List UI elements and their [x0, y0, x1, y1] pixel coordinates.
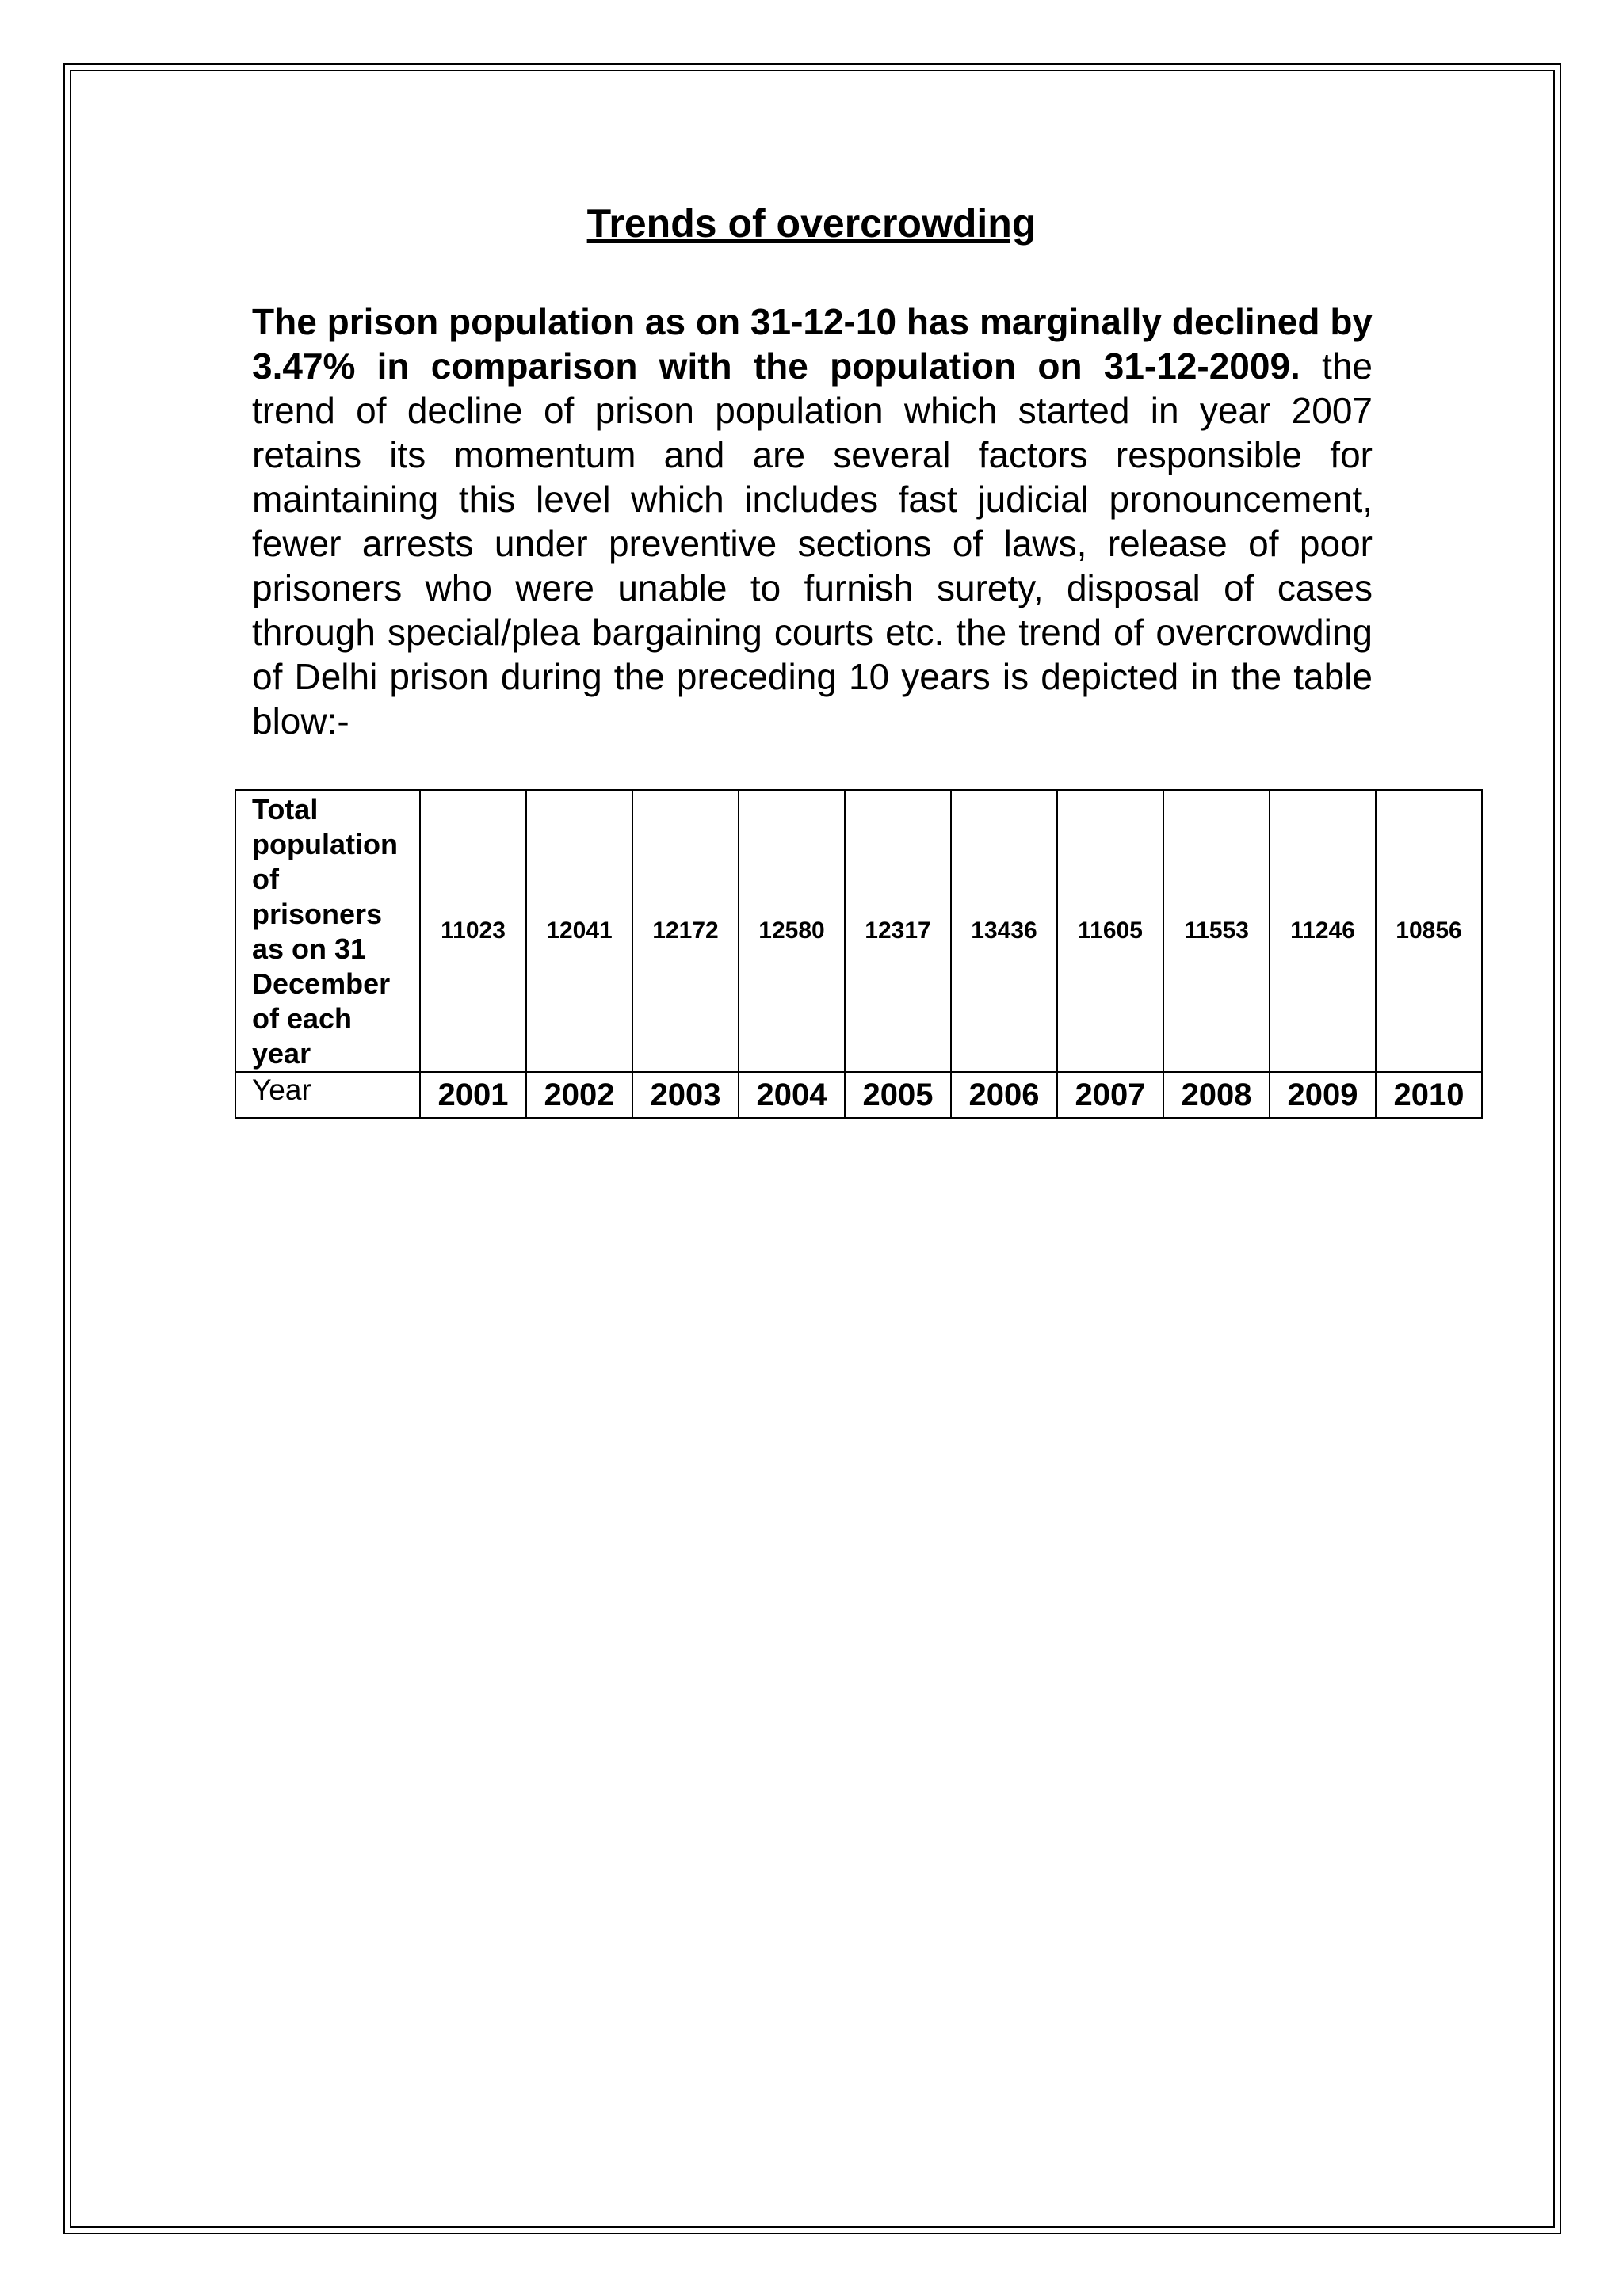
population-cell: 12172: [632, 790, 739, 1072]
lead-sentence: The prison population as on 31-12-10 has marginally declined by 3.47% in comparison with the population on 31-12-2009.: [252, 301, 1373, 387]
population-table: [235, 789, 1483, 1119]
year-cell: 2009: [1270, 1072, 1376, 1118]
year-row: [235, 1072, 1482, 1118]
population-cell: 12580: [739, 790, 845, 1072]
year-cell: 2010: [1376, 1072, 1482, 1118]
population-row-label: Total population of prisoners as on 31 December of each year: [235, 790, 420, 1072]
year-cell: 2003: [632, 1072, 739, 1118]
year-cell: 2002: [526, 1072, 632, 1118]
page-title: Trends of overcrowding: [586, 201, 1037, 246]
body-paragraph: [252, 299, 1373, 743]
population-cell: 10856: [1376, 790, 1482, 1072]
population-cell: 11023: [420, 790, 526, 1072]
population-row: [235, 790, 1482, 1072]
population-cell: 13436: [951, 790, 1057, 1072]
body-sentence: the trend of decline of prison population which started in year 2007 retains its momentum and are several factors responsible for maintaining this level which includes fast judicial pronouncement, fewer arrests under preventive sections of laws, release of poor prisoners who were unable to furnish surety, disposal of cases through special/plea bargaining courts etc. the trend of overcrowding of Delhi prison during the preceding 10 years is depicted in the table blow:-: [252, 345, 1373, 742]
population-cell: 12041: [526, 790, 632, 1072]
year-cell: 2007: [1057, 1072, 1163, 1118]
population-cell: 12317: [845, 790, 951, 1072]
population-cell: 11553: [1163, 790, 1270, 1072]
year-cell: 2008: [1163, 1072, 1270, 1118]
year-cell: 2001: [420, 1072, 526, 1118]
year-row-label: Year: [235, 1072, 420, 1118]
year-cell: 2004: [739, 1072, 845, 1118]
year-cell: 2006: [951, 1072, 1057, 1118]
population-cell: 11246: [1270, 790, 1376, 1072]
population-cell: 11605: [1057, 790, 1163, 1072]
year-cell: 2005: [845, 1072, 951, 1118]
